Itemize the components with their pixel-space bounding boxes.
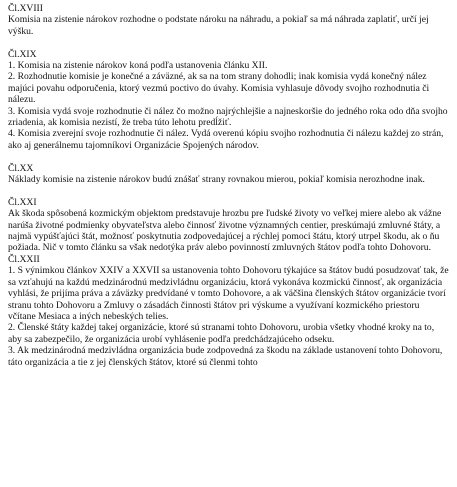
- spacer: [8, 37, 449, 48]
- article-paragraph: 1. Komisia na zistenie nárokov koná podľa ustanovenia článku XII.: [8, 60, 268, 72]
- article-paragraph: Náklady komisie na zistenie nárokov budú znášať strany rovnakou mierou, pokiaľ komisia nerozhodne inak.: [8, 174, 425, 186]
- article-paragraph: 4. Komisia zverejní svoje rozhodnutie či nález. Vydá overenú kópiu svojho rozhodnutia či nálezu každej zo strán, ako aj generálnemu tajomníkovi Organizácie Spojených národov.: [8, 128, 444, 151]
- article-xxii: [8, 254, 449, 368]
- spacer: [8, 151, 449, 162]
- article-paragraph: 1. S výnimkou článkov XXIV a XXVII sa ustanovenia tohto Dohovoru týkajúce sa štátov budú posudzovať tak, že sa vzťahujú na každú medzinárodnú medzivládnu organizáciu, ktorá vykonáva kozmickú činnosť, ak organizácia vyhlási, že prijíma práva a záväzky predvídané v tomto Dohovore, a ak väčšina členských štátov organizácie tvorí stranu tohto Dohovoru a Zmluvy o zásadách činnosti štátov pri výskume a využívaní kozmického priestoru včítane Mesiaca a iných nebeských telies.: [8, 265, 449, 322]
- article-paragraph: 2. Členské štáty každej takej organizácie, ktoré sú stranami tohto Dohovoru, urobia všetky vhodné kroky na to, aby sa zabezpečilo, že organizácia urobí vyhlásenie podľa predchádzajúceho odseku.: [8, 322, 435, 345]
- article-paragraph: 3. Komisia vydá svoje rozhodnutie či nález čo možno najrýchlejšie a najneskoršie do jedného roka odo dňa svojho zriadenia, ak komisia nezistí, že treba túto lehotu predĺžiť.: [8, 105, 448, 129]
- article-paragraph: 3. Ak medzinárodná medzivládna organizácia bude zodpovedná za škodu na základe ustanovení tohto Dohovoru, táto organizácia a tie z jej členských štátov, ktoré sú členmi tohto: [8, 345, 443, 368]
- article-heading: Čl.XIX: [8, 48, 37, 60]
- article-paragraph: 2. Rozhodnutie komisie je konečné a záväzné, ak sa na tom strany dohodli; inak komisia vydá konečný nález majúci povahu odporučenia, ktorý vezmú poctivo do úvahy. Komisia vyhlasuje dôvody svojho rozhodnutia či nálezu.: [8, 71, 430, 106]
- article-heading: Čl.XVIII: [8, 3, 43, 14]
- article-heading: Čl.XX: [8, 162, 34, 174]
- article-xviii: [8, 3, 449, 37]
- article-paragraph: Komisia na zistenie nárokov rozhodne o podstate nároku na náhradu, a pokiaľ sa má náhrada zaplatiť, určí jej výšku.: [8, 14, 429, 37]
- article-heading: Čl.XXI: [8, 196, 37, 208]
- spacer: [8, 185, 449, 196]
- article-heading: Čl.XXII: [8, 253, 40, 265]
- article-paragraph: Ak škoda spôsobená kozmickým objektom predstavuje hrozbu pre ľudské životy vo veľkej miere alebo ak vážne narúša životné podmienky obyvateľstva alebo činnosť životne významných centier, preskúmajú zmluvné štáty, a najmä vypúšťajúci štát, možnosť poskytnutia zodpovedajúcej a rýchlej pomoci štátu, ktorý utrpel škodu, ak o ňu požiada. Nič v tomto článku sa však nedotýka práv alebo povinností zmluvných štátov podľa tohto Dohovoru.: [8, 208, 442, 254]
- article-xix: [8, 49, 449, 152]
- article-xx: [8, 163, 449, 186]
- article-xxi: [8, 197, 449, 254]
